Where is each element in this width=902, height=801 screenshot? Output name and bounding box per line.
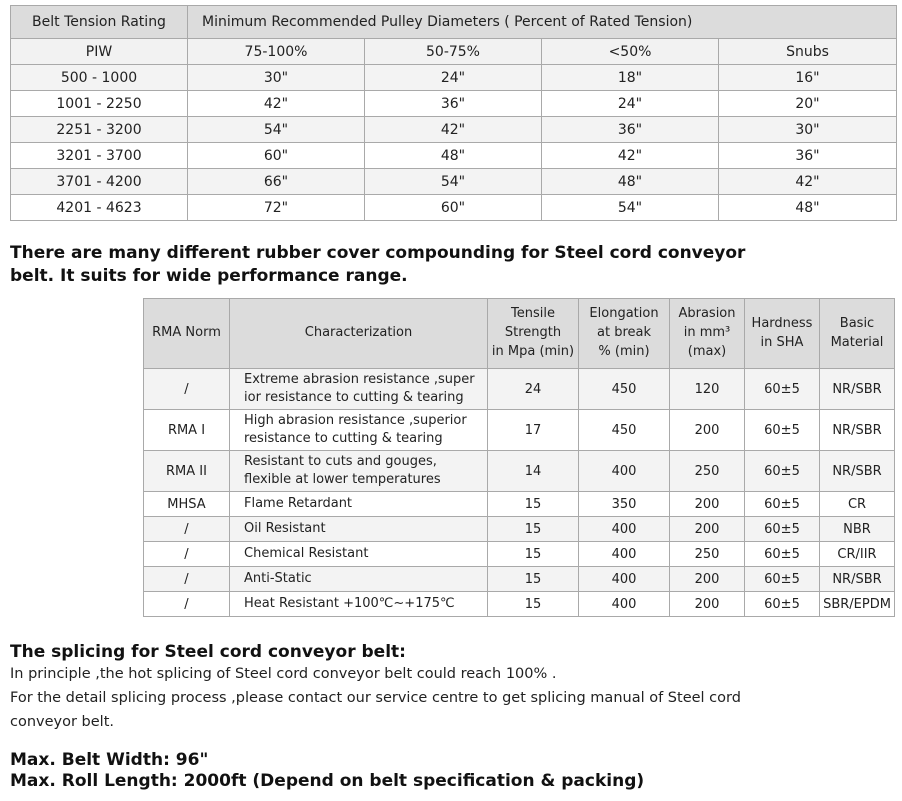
elongation-cell: 400 bbox=[579, 451, 670, 492]
char-line: ior resistance to cutting & tearing bbox=[244, 390, 464, 405]
abrasion-cell: 200 bbox=[670, 517, 745, 542]
char-line: Resistant to cuts and gouges, bbox=[244, 453, 437, 469]
table-cell: 16" bbox=[719, 65, 897, 91]
table-cell: 60" bbox=[188, 143, 365, 169]
table-row bbox=[11, 91, 897, 117]
header-text: in Mpa (min) bbox=[491, 343, 575, 359]
table-cell: 54" bbox=[188, 117, 365, 143]
hardness-cell: 60±5 bbox=[745, 567, 820, 592]
max-roll-length: Max. Roll Length: 2000ft (Depend on belt specification & packing) bbox=[10, 771, 645, 791]
header-abrasion bbox=[670, 299, 745, 369]
elongation-cell: 350 bbox=[579, 492, 670, 517]
norm-cell: / bbox=[144, 369, 230, 410]
tensile-cell: 15 bbox=[488, 517, 579, 542]
characterization-cell: Flame Retardant bbox=[230, 492, 488, 517]
header-belt-tension-rating: Belt Tension Rating bbox=[11, 6, 188, 39]
tensile-cell: 24 bbox=[488, 369, 579, 410]
header-rma-norm bbox=[144, 299, 230, 369]
hardness-cell: 60±5 bbox=[745, 492, 820, 517]
tensile-cell: 14 bbox=[488, 451, 579, 492]
header-text: in SHA bbox=[760, 334, 804, 350]
tensile-cell: 15 bbox=[488, 492, 579, 517]
characterization-cell: Heat Resistant +100℃~+175℃ bbox=[230, 592, 488, 617]
hardness-cell: 60±5 bbox=[745, 517, 820, 542]
table-row bbox=[144, 492, 895, 517]
table-header-row bbox=[144, 299, 895, 369]
table-row bbox=[144, 517, 895, 542]
header-text: Tensile bbox=[511, 306, 555, 322]
header-text: Characterization bbox=[304, 325, 413, 341]
table-cell: 36" bbox=[542, 117, 719, 143]
abrasion-cell: 200 bbox=[670, 492, 745, 517]
hardness-cell: 60±5 bbox=[745, 542, 820, 567]
material-cell: CR/IIR bbox=[820, 542, 895, 567]
subheader-cell: <50% bbox=[542, 39, 719, 65]
abrasion-cell: 200 bbox=[670, 592, 745, 617]
norm-cell: RMA I bbox=[144, 410, 230, 451]
header-hardness bbox=[745, 299, 820, 369]
char-line: High abrasion resistance ,superior bbox=[244, 412, 467, 428]
subheader-cell: 50-75% bbox=[365, 39, 542, 65]
characterization-cell: Anti-Static bbox=[230, 567, 488, 592]
splicing-line-1: In principle ,the hot splicing of Steel cord conveyor belt could reach 100% . bbox=[10, 666, 557, 682]
header-pulley-diameters: Minimum Recommended Pulley Diameters ( Percent of Rated Tension) bbox=[188, 6, 897, 39]
table-header-row bbox=[11, 6, 897, 39]
table-cell: 42" bbox=[542, 143, 719, 169]
table-row bbox=[11, 143, 897, 169]
elongation-cell: 450 bbox=[579, 410, 670, 451]
header-text: Material bbox=[830, 334, 884, 350]
char-line: resistance to cutting & tearing bbox=[244, 431, 443, 446]
tensile-cell: 15 bbox=[488, 542, 579, 567]
table-row bbox=[144, 567, 895, 592]
table-cell: 48" bbox=[542, 169, 719, 195]
table-cell: 48" bbox=[365, 143, 542, 169]
table-cell: 54" bbox=[542, 195, 719, 221]
header-text: (max) bbox=[687, 343, 727, 359]
rubber-compound-table bbox=[143, 298, 895, 617]
table-cell: 30" bbox=[188, 65, 365, 91]
table-cell: 24" bbox=[365, 65, 542, 91]
table-row bbox=[11, 169, 897, 195]
elongation-cell: 400 bbox=[579, 592, 670, 617]
table-cell: 72" bbox=[188, 195, 365, 221]
subheader-cell: 75-100% bbox=[188, 39, 365, 65]
table-cell: 3201 - 3700 bbox=[11, 143, 188, 169]
characterization-cell: Oil Resistant bbox=[230, 517, 488, 542]
abrasion-cell: 200 bbox=[670, 410, 745, 451]
table-cell: 54" bbox=[365, 169, 542, 195]
header-text: in mm³ bbox=[683, 325, 731, 341]
material-cell: NR/SBR bbox=[820, 369, 895, 410]
table-row bbox=[11, 65, 897, 91]
header-elongation bbox=[579, 299, 670, 369]
header-text: Abrasion bbox=[678, 306, 736, 322]
material-cell: NR/SBR bbox=[820, 410, 895, 451]
char-line: Extreme abrasion resistance ,super bbox=[244, 371, 475, 387]
material-cell: CR bbox=[820, 492, 895, 517]
tensile-cell: 15 bbox=[488, 567, 579, 592]
elongation-cell: 400 bbox=[579, 542, 670, 567]
elongation-cell: 400 bbox=[579, 567, 670, 592]
max-belt-width: Max. Belt Width: 96" bbox=[10, 750, 209, 770]
hardness-cell: 60±5 bbox=[745, 451, 820, 492]
characterization-cell bbox=[230, 451, 488, 492]
hardness-cell: 60±5 bbox=[745, 369, 820, 410]
characterization-cell bbox=[230, 369, 488, 410]
header-basic-material bbox=[820, 299, 895, 369]
table-cell: 48" bbox=[719, 195, 897, 221]
table-subheader-row bbox=[11, 39, 897, 65]
tensile-cell: 15 bbox=[488, 592, 579, 617]
table-cell: 2251 - 3200 bbox=[11, 117, 188, 143]
header-text: Elongation bbox=[589, 306, 659, 322]
material-cell: NR/SBR bbox=[820, 451, 895, 492]
table-cell: 500 - 1000 bbox=[11, 65, 188, 91]
table-cell: 42" bbox=[365, 117, 542, 143]
table-row bbox=[144, 410, 895, 451]
pulley-diameter-table bbox=[10, 5, 897, 221]
table-cell: 66" bbox=[188, 169, 365, 195]
table-row bbox=[144, 451, 895, 492]
material-cell: SBR/EPDM bbox=[820, 592, 895, 617]
compound-intro-line-1: There are many different rubber cover compounding for Steel cord conveyor bbox=[10, 243, 746, 263]
table-cell: 1001 - 2250 bbox=[11, 91, 188, 117]
norm-cell: / bbox=[144, 592, 230, 617]
table-cell: 42" bbox=[719, 169, 897, 195]
hardness-cell: 60±5 bbox=[745, 410, 820, 451]
abrasion-cell: 200 bbox=[670, 567, 745, 592]
header-text: Basic bbox=[839, 315, 875, 331]
norm-cell: MHSA bbox=[144, 492, 230, 517]
elongation-cell: 400 bbox=[579, 517, 670, 542]
abrasion-cell: 120 bbox=[670, 369, 745, 410]
norm-cell: / bbox=[144, 567, 230, 592]
splicing-line-2: For the detail splicing process ,please contact our service centre to get splicing manual of Steel cord bbox=[10, 690, 741, 706]
tensile-cell: 17 bbox=[488, 410, 579, 451]
header-text: RMA Norm bbox=[152, 325, 221, 341]
table-cell: 24" bbox=[542, 91, 719, 117]
table-cell: 20" bbox=[719, 91, 897, 117]
table-row bbox=[11, 117, 897, 143]
subheader-cell: PIW bbox=[11, 39, 188, 65]
table-cell: 42" bbox=[188, 91, 365, 117]
table-row bbox=[11, 195, 897, 221]
header-text: Strength bbox=[504, 325, 562, 341]
char-line: flexible at lower temperatures bbox=[244, 472, 441, 487]
abrasion-cell: 250 bbox=[670, 451, 745, 492]
table-cell: 3701 - 4200 bbox=[11, 169, 188, 195]
characterization-cell bbox=[230, 410, 488, 451]
characterization-cell: Chemical Resistant bbox=[230, 542, 488, 567]
subheader-cell: Snubs bbox=[719, 39, 897, 65]
header-text: % (min) bbox=[598, 343, 650, 359]
table-cell: 60" bbox=[365, 195, 542, 221]
table-row bbox=[144, 369, 895, 410]
material-cell: NBR bbox=[820, 517, 895, 542]
header-text: at break bbox=[597, 325, 651, 341]
header-text: Hardness bbox=[751, 315, 813, 331]
material-cell: NR/SBR bbox=[820, 567, 895, 592]
header-tensile-strength bbox=[488, 299, 579, 369]
elongation-cell: 450 bbox=[579, 369, 670, 410]
table-cell: 30" bbox=[719, 117, 897, 143]
compound-intro-line-2: belt. It suits for wide performance range. bbox=[10, 266, 408, 286]
table-cell: 36" bbox=[719, 143, 897, 169]
header-characterization bbox=[230, 299, 488, 369]
table-row bbox=[144, 542, 895, 567]
table-cell: 36" bbox=[365, 91, 542, 117]
splicing-heading: The splicing for Steel cord conveyor belt: bbox=[10, 642, 406, 662]
table-row bbox=[144, 592, 895, 617]
table-cell: 18" bbox=[542, 65, 719, 91]
hardness-cell: 60±5 bbox=[745, 592, 820, 617]
splicing-line-3: conveyor belt. bbox=[10, 714, 115, 730]
norm-cell: / bbox=[144, 542, 230, 567]
abrasion-cell: 250 bbox=[670, 542, 745, 567]
norm-cell: RMA II bbox=[144, 451, 230, 492]
norm-cell: / bbox=[144, 517, 230, 542]
table-cell: 4201 - 4623 bbox=[11, 195, 188, 221]
